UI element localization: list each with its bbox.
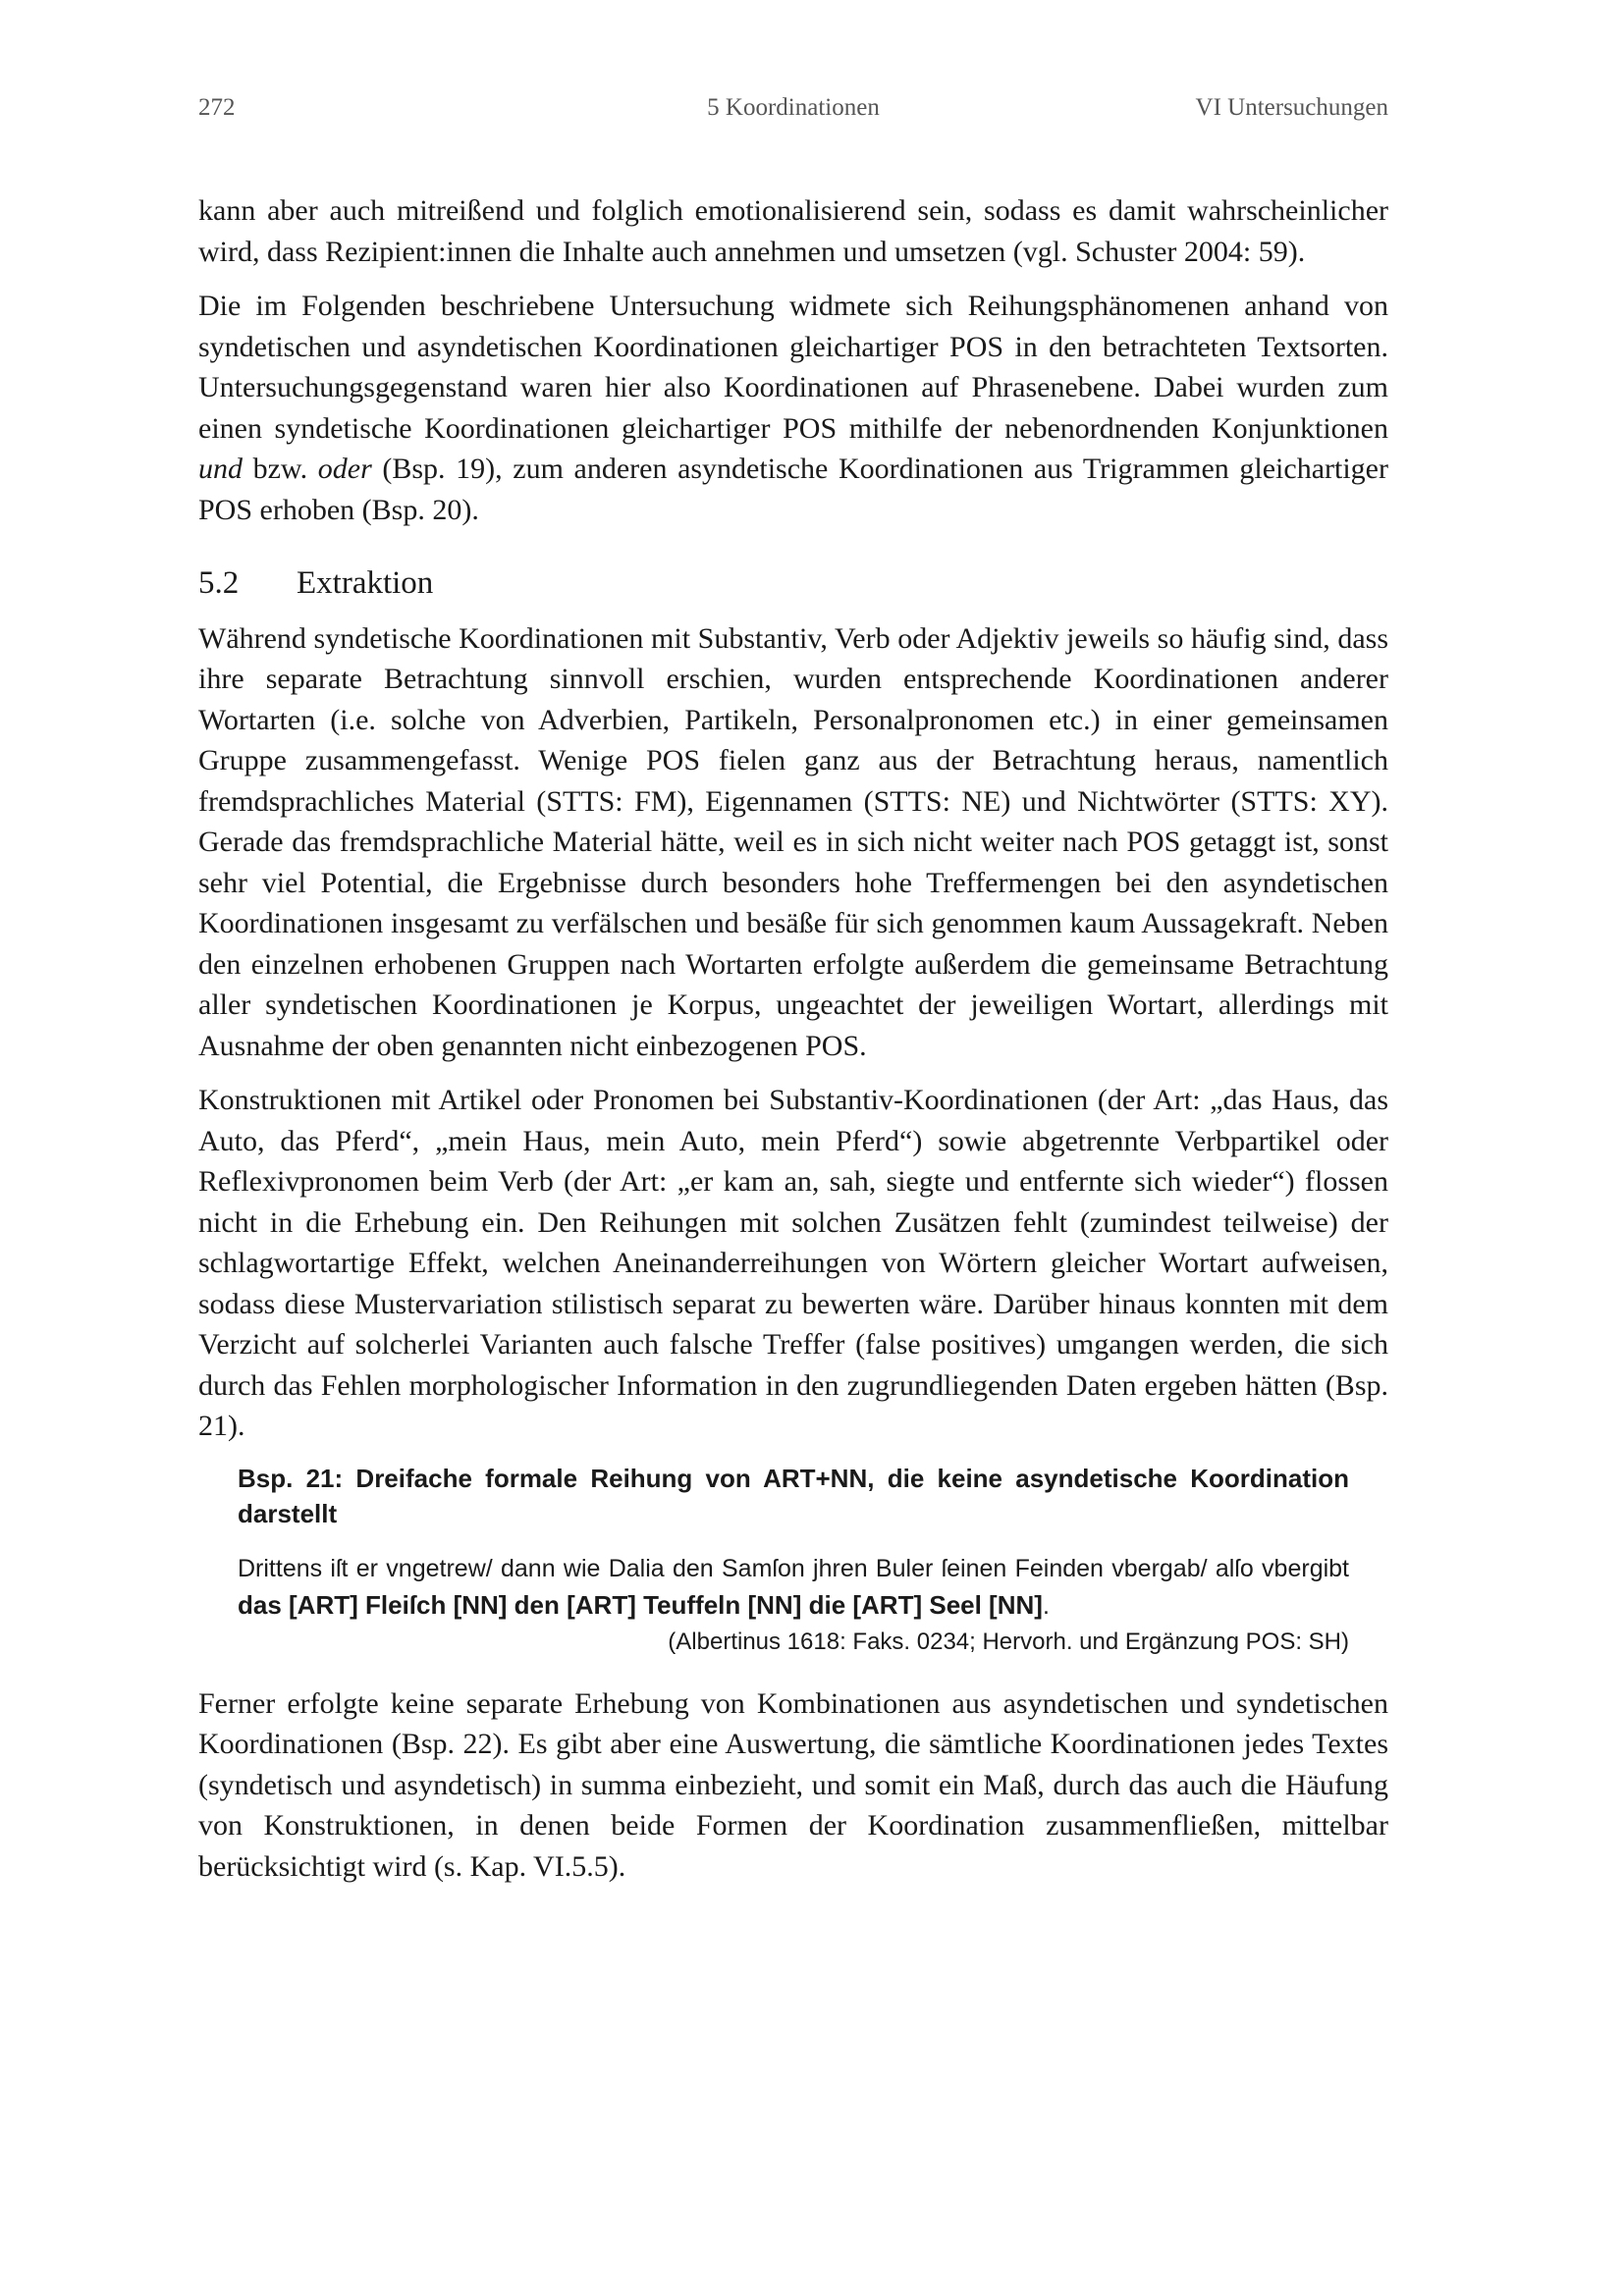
emphasis: oder [317, 453, 372, 485]
emphasis: und [198, 453, 243, 485]
page-number: 272 [198, 94, 236, 121]
running-head [198, 94, 1388, 133]
section-title: Extraktion [297, 565, 434, 601]
paragraph: kann aber auch mitreißend und folglich emotionalisierend sein, sodass es damit wahrscheinlicher wird, dass Rezipient:innen die Inhalte auch annehmen und umsetzen (vgl. Schuster 2004: 59). [198, 194, 1388, 268]
paragraph: Die im Folgenden beschriebene Untersuchung widmete sich Reihungsphänomenen anhand von syndetischen und asyndetischen Koordinationen gleichartiger POS in den betrachteten Textsorten. Untersuchungsgegenstand waren hier also Koordinationen auf Phrasenebene. Dabei wurden zum einen syndetische Koordinationen gleichartiger POS mithilfe der nebenordnenden Konjunktionen und bzw. oder (Bsp. 19), zum anderen asyndetische Koordinationen aus Trigrammen gleichartiger POS erhoben (Bsp. 20). [198, 290, 1388, 526]
body-text [198, 190, 1388, 1887]
part-title: VI Untersuchungen [1195, 94, 1388, 121]
chapter-title: 5 Koordinationen [707, 94, 880, 121]
paragraph: Konstruktionen mit Artikel oder Pronomen bei Substantiv-Koordinationen (der Art: „das Haus, das Auto, das Pferd“, „mein Haus, mein Auto, mein Pferd“) sowie abgetrennte Verbpartikel oder Reflexivpronomen beim Verb (der Art: „er kam an, sah, siegte und entfernte sich wieder“) flossen nicht in die Erhebung ein. Den Reihungen mit solchen Zusätzen fehlt (zumindest teilweise) der schlagwortartige Effekt, welchen Aneinanderreihungen von Wörtern gleicher Wortart aufweisen, sodass diese Mustervariation stilistisch separat zu bewerten wäre. Darüber hinaus konnten mit dem Verzicht auf solcherlei Varianten auch falsche Treffer (false positives) umgangen werden, die sich durch das Fehlen morphologischer Information in den zugrundliegenden Daten ergeben hätten (Bsp. 21). [198, 1084, 1388, 1442]
example-block [238, 1461, 1349, 1660]
section-heading [198, 563, 1388, 605]
paragraph: Während syndetische Koordinationen mit Substantiv, Verb oder Adjektiv jeweils so häufig sind, dass ihre separate Betrachtung sinnvoll erschien, wurden entsprechende Koordinationen anderer Wortarten (i.e. solche von Adverbien, Partikeln, Personalpronomen etc.) in einer gemeinsamen Gruppe zusammengefasst. Wenige POS fielen ganz aus der Betrachtung heraus, namentlich fremdsprachliches Material (STTS: FM), Eigennamen (STTS: NE) und Nichtwörter (STTS: XY). Gerade das fremdsprachliche Material hätte, weil es in sich nicht weiter nach POS getaggt ist, sonst sehr viel Potential, die Ergebnisse durch besonders hohe Treffermengen bei den asyndetischen Koordinationen insgesamt zu verfälschen und besäße für sich genommen kaum Aussagekraft. Neben den einzelnen erhobenen Gruppen nach Wortarten erfolgte außerdem die gemeinsame Betrachtung aller syndetischen Koordinationen je Korpus, ungeachtet der jeweiligen Wortart, allerdings mit Ausnahme der oben genannten nicht einbezogenen POS. [198, 621, 1388, 1062]
page [198, 94, 1388, 1900]
example-title: Bsp. 21: Dreifache formale Reihung von ART+NN, die keine asyndetische Koordination darstellt [238, 1463, 1349, 1528]
section-number: 5.2 [198, 565, 240, 601]
example-source: (Albertinus 1618: Faks. 0234; Hervorh. und Ergänzung POS: SH) [668, 1628, 1349, 1655]
example-highlight: das [ART] Fleiſch [NN] den [ART] Teuffeln [NN] die [ART] Seel [NN] [238, 1589, 1043, 1620]
paragraph: Ferner erfolgte keine separate Erhebung von Kombinationen aus asyndetischen und syndetischen Koordinationen (Bsp. 22). Es gibt aber eine Auswertung, die sämtliche Koordinationen jedes Textes (syndetisch und asyndetisch) in summa einbezieht, und somit ein Maß, durch das auch die Häufung von Konstruktionen, in denen beide Formen der Koordination zusammenfließen, mittelbar berücksichtigt wird (s. Kap. VI.5.5). [198, 1686, 1388, 1883]
example-text: Drittens iſt er vngetrew/ dann wie Dalia den Samſon jhren Buler ſeinen Feinden vbergab/ alſo vbergibt das [ART] Fleiſch [NN] den [ART] Teuffeln [NN] die [ART] Seel [NN]. [238, 1554, 1349, 1620]
